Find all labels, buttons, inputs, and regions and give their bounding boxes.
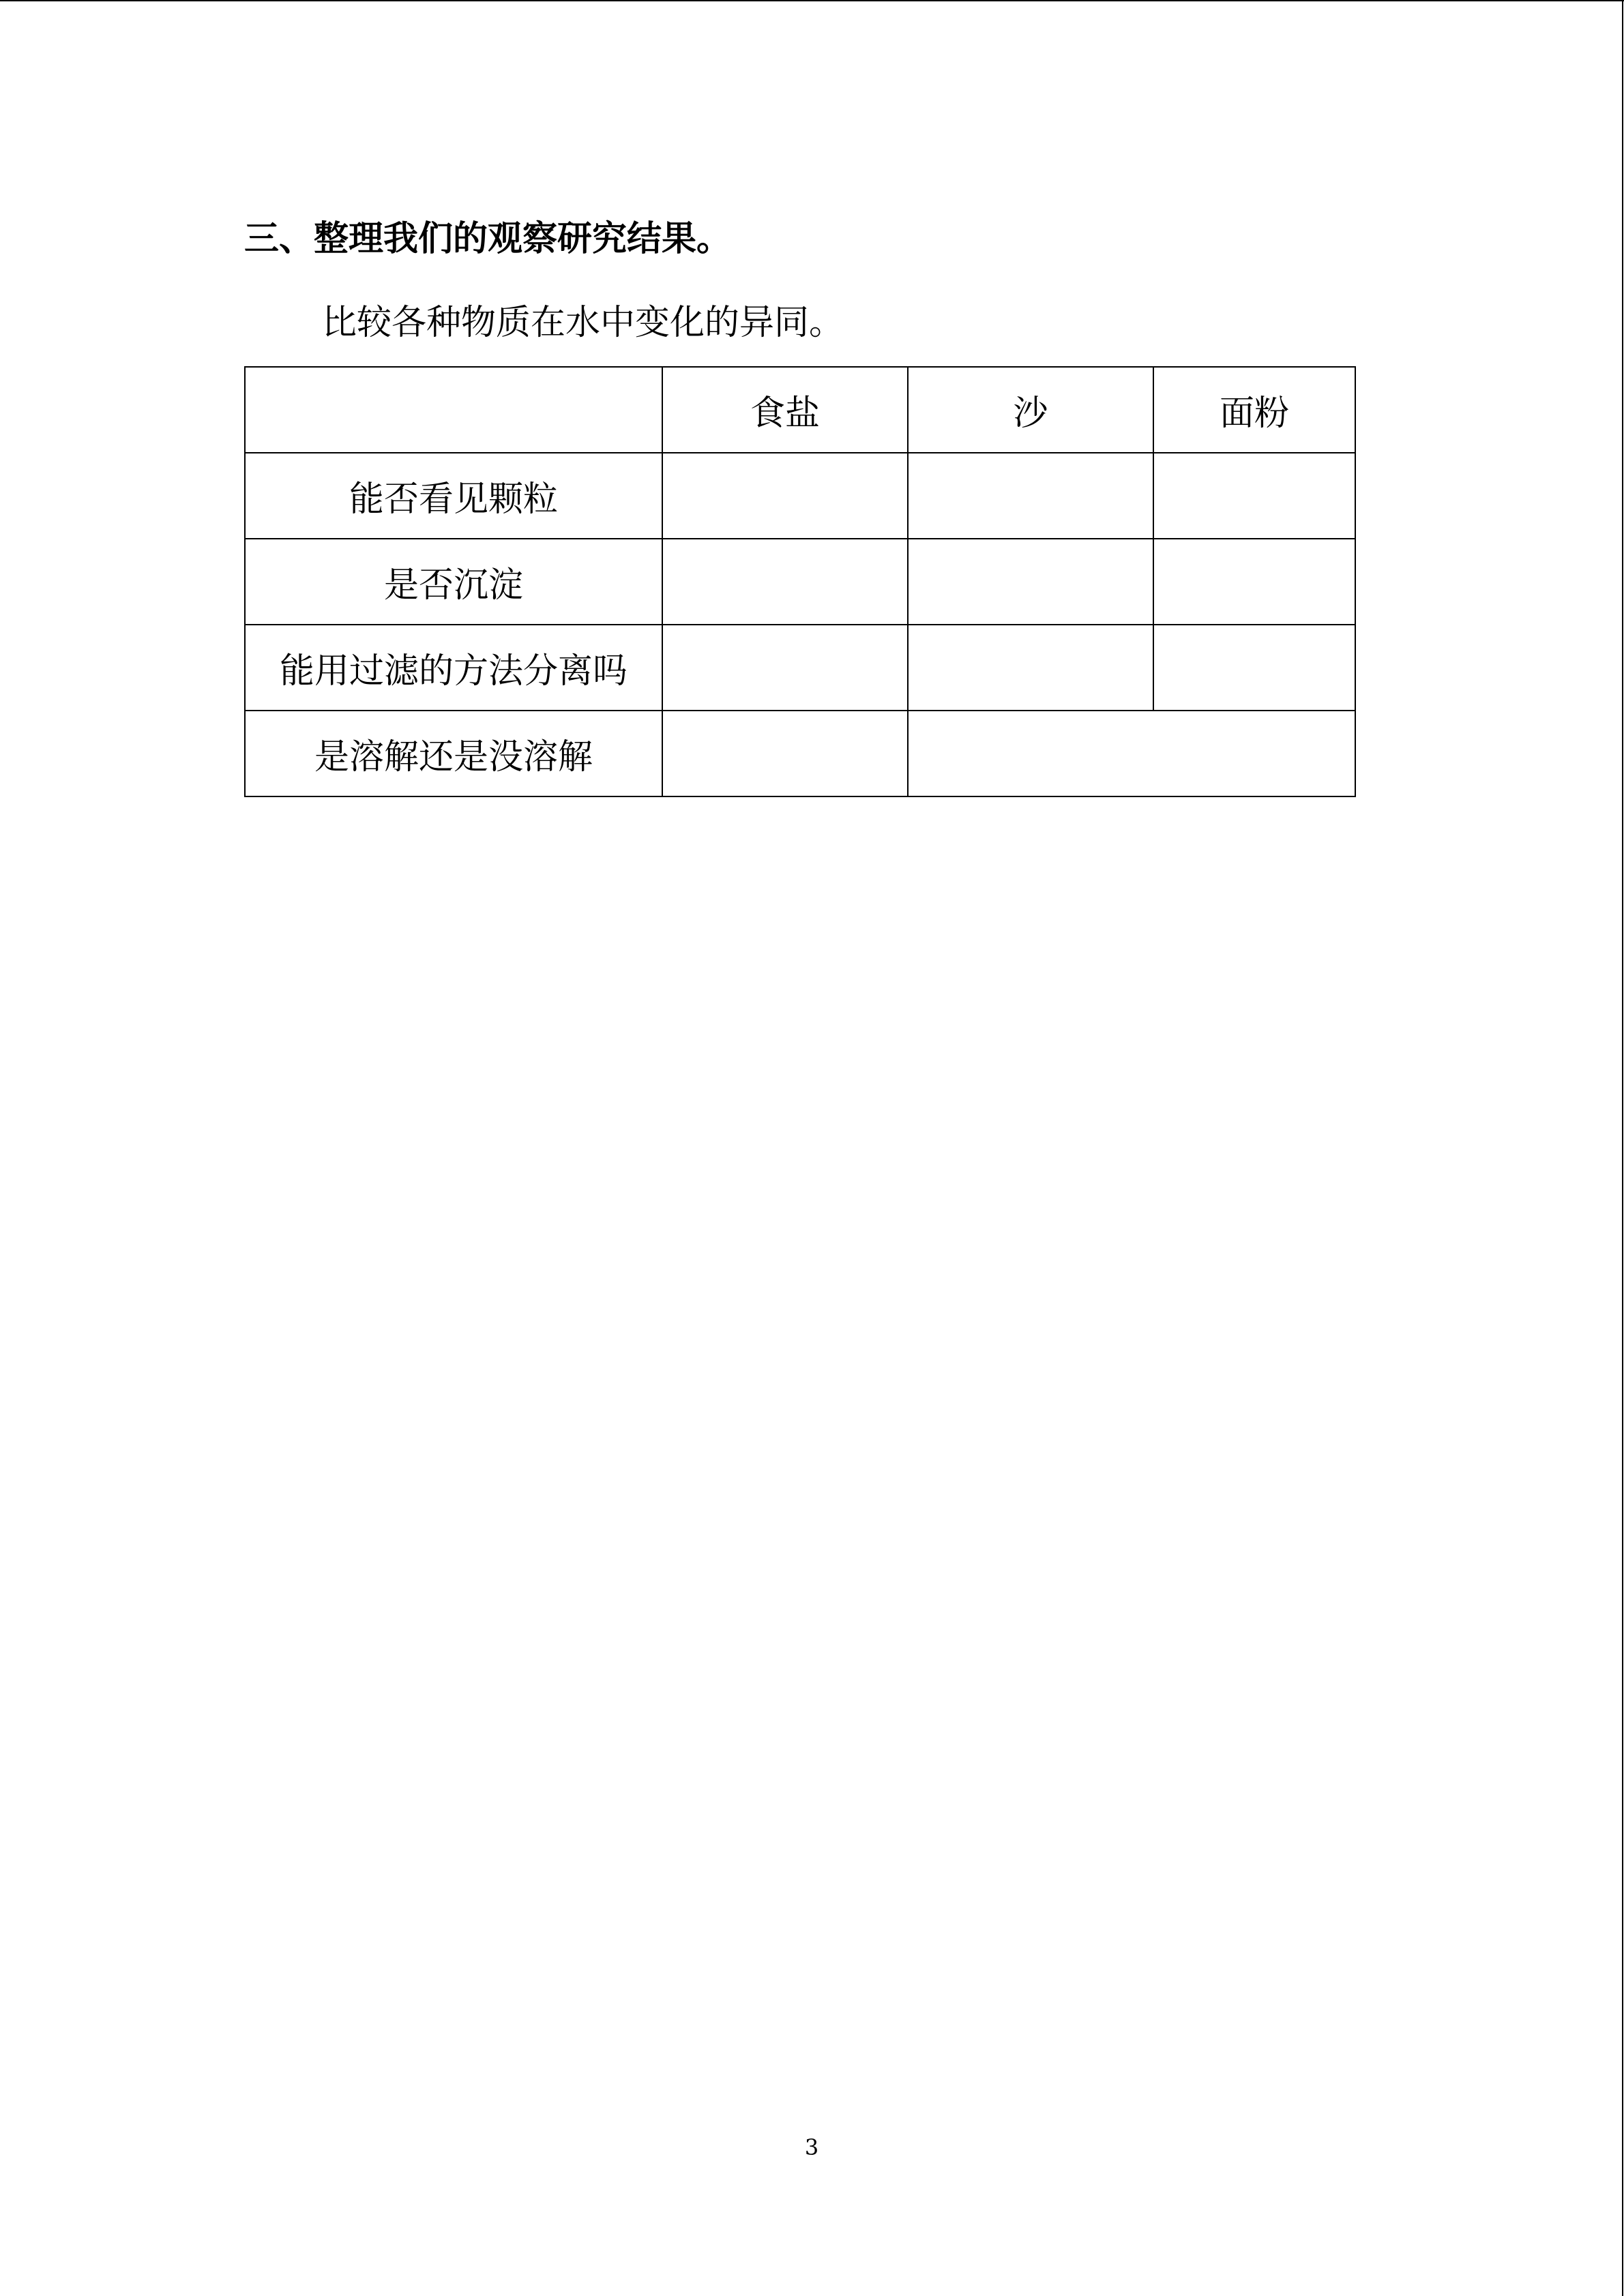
answer-cell-sand-sediment[interactable] (908, 539, 1153, 625)
answer-cell-salt-particles[interactable] (662, 453, 908, 539)
answer-cell-sand-filtration[interactable] (908, 625, 1153, 711)
comparison-table (244, 366, 1356, 797)
row-label-particles-visible: 能否看见颗粒 (245, 453, 662, 539)
answer-cell-salt-sediment[interactable] (662, 539, 908, 625)
column-header-salt: 食盐 (662, 367, 908, 453)
right-border-line (1622, 0, 1623, 2296)
answer-cell-flour-particles[interactable] (1153, 453, 1355, 539)
column-header-flour: 面粉 (1153, 367, 1355, 453)
answer-cell-sand-particles[interactable] (908, 453, 1153, 539)
section-heading: 三、整理我们的观察研究结果。 (244, 218, 732, 259)
answer-cell-sand-flour-dissolved[interactable] (908, 711, 1355, 796)
answer-cell-salt-filtration[interactable] (662, 625, 908, 711)
table-corner-cell (245, 367, 662, 453)
answer-cell-salt-dissolved[interactable] (662, 711, 908, 796)
answer-cell-flour-filtration[interactable] (1153, 625, 1355, 711)
table-row (245, 711, 1355, 796)
intro-text: 比较各种物质在水中变化的异同。 (322, 303, 844, 343)
top-border-line (0, 0, 1624, 1)
page-number: 3 (804, 2134, 819, 2160)
table-row (245, 453, 1355, 539)
table-row (245, 539, 1355, 625)
row-label-sediment: 是否沉淀 (245, 539, 662, 625)
row-label-filtration: 能用过滤的方法分离吗 (245, 625, 662, 711)
table-row (245, 625, 1355, 711)
row-label-dissolved: 是溶解还是没溶解 (245, 711, 662, 796)
answer-cell-flour-sediment[interactable] (1153, 539, 1355, 625)
column-header-sand: 沙 (908, 367, 1153, 453)
table-header-row (245, 367, 1355, 453)
